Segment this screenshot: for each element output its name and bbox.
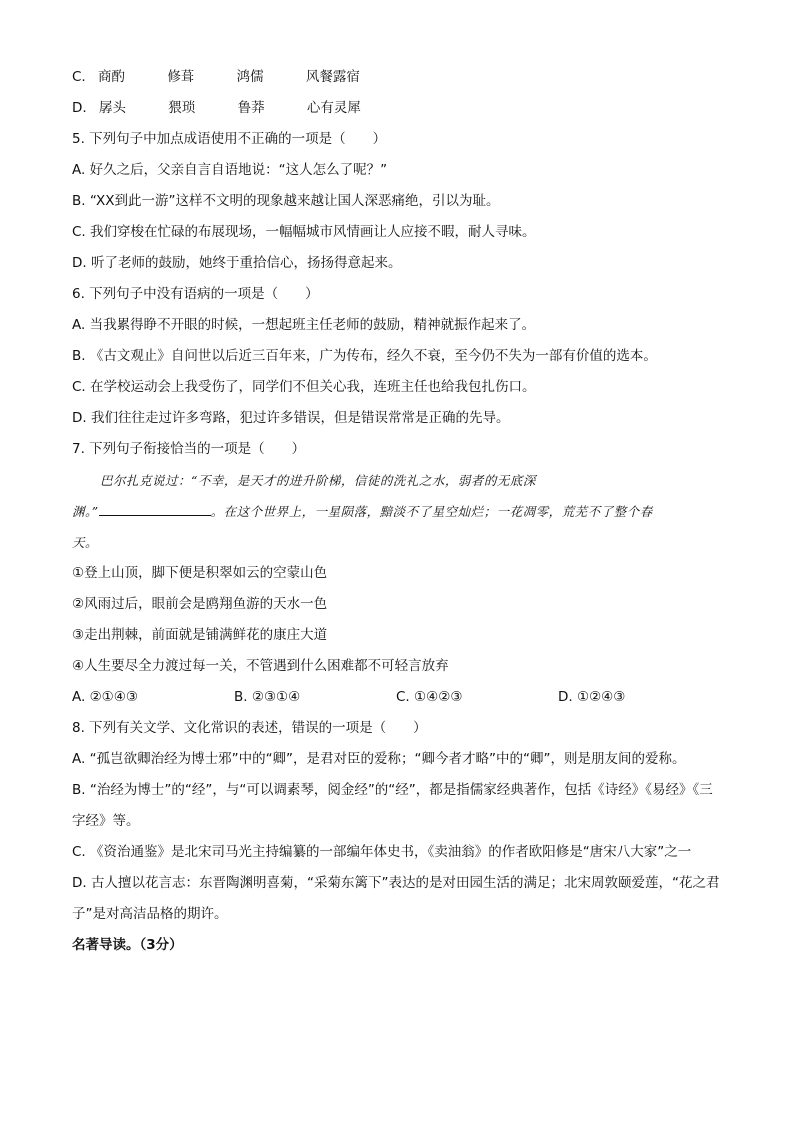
question-5-option-b: B. “XX到此一游”这样不文明的现象越来越让国人深恶痛绝，引以为耻。	[72, 193, 500, 209]
question-8-option-a: A. “孤岂欲卿治经为博士邪”中的“卿”，是君对臣的爱称；“卿今者才略”中的“卿”，则是朋友间的爱称。	[72, 751, 686, 767]
question-7-options	[72, 682, 722, 713]
quote-fragment: 。在这个世界上，一星陨落，黯淡不了星空灿烂；一花凋零，荒芜不了整个春	[210, 504, 653, 519]
question-7-sentence-1: ①登上山顶，脚下便是积翠如云的空蒙山色	[72, 565, 328, 581]
word: 鸿儒	[236, 69, 264, 85]
question-5-option-c: C. 我们穿梭在忙碌的布展现场，一幅幅城市风情画让人应接不暇，耐人寻味。	[72, 224, 536, 240]
word: 孱头	[98, 100, 126, 116]
question-7-quote-line-1: 巴尔扎克说过：“不幸，是天才的进升阶梯，信徒的洗礼之水，弱者的无底深	[100, 473, 536, 488]
question-6-option-b: B. 《古文观止》自问世以后近三百年来，广为传布，经久不衰，至今仍不失为一部有价值的选本。	[72, 348, 657, 364]
question-6-option-c: C. 在学校运动会上我受伤了，同学们不但关心我，连班主任也给我包扎伤口。	[72, 379, 536, 395]
question-6-option-d: D. 我们往往走过许多弯路，犯过许多错误，但是错误常常是正确的先导。	[72, 410, 510, 426]
question-5: 5. 下列句子中加点成语使用不正确的一项是（ ）	[72, 131, 387, 147]
question-8: 8. 下列有关文学、文化常识的表述，错误的一项是（ ）	[72, 720, 427, 736]
fill-in-blank	[99, 501, 211, 516]
question-8-option-b: B. “治经为博士”的“经”，与“可以调素琴，阅金经”的“经”，都是指儒家经典著作，包括《诗经》《易经》《三字经》等。	[72, 782, 713, 829]
question-5-option-d: D. 听了老师的鼓励，她终于重拾信心，扬扬得意起来。	[72, 255, 402, 271]
question-7-quote-line-2	[72, 496, 722, 527]
word: 猥琐	[168, 100, 196, 116]
option-c-row	[72, 62, 722, 93]
word: 鲁莽	[237, 100, 265, 116]
question-7-option-b: B. ②③①④	[234, 689, 301, 705]
word: 修葺	[167, 69, 195, 85]
question-7-option-d: D. ①②④③	[558, 689, 626, 705]
question-8-option-d: D. 古人擅以花言志：东晋陶渊明喜菊，“采菊东篱下”表达的是对田园生活的满足；北宋周敦颐爱莲，“花之君子”是对高洁品格的期许。	[72, 875, 720, 922]
option-label: C.	[72, 69, 86, 85]
option-d-row	[72, 93, 722, 124]
question-6: 6. 下列句子中没有语病的一项是（ ）	[72, 286, 319, 302]
question-5-option-a: A. 好久之后，父亲自言自语地说：“这人怎么了呢？”	[72, 162, 388, 178]
question-7-sentence-3: ③走出荆棘，前面就是铺满鲜花的康庄大道	[72, 627, 328, 643]
question-7-sentence-4: ④人生要尽全力渡过每一关，不管遇到什么困难都不可轻言放弃	[72, 658, 449, 674]
word: 商酌	[98, 69, 126, 85]
question-7: 7. 下列句子衔接恰当的一项是（ ）	[72, 441, 306, 457]
question-7-quote-line-3: 天。	[72, 535, 99, 550]
word: 心有灵犀	[306, 100, 361, 116]
question-8-option-c: C. 《资治通鉴》是北宋司马光主持编纂的一部编年体史书，《卖油翁》的作者欧阳修是“唐宋八大家”之一	[72, 844, 692, 860]
section-heading: 名著导读。（3分）	[72, 937, 183, 953]
option-label: D.	[72, 100, 87, 116]
question-7-option-c: C. ①④②③	[396, 689, 463, 705]
question-6-option-a: A. 当我累得睁不开眼的时候，一想起班主任老师的鼓励，精神就振作起来了。	[72, 317, 536, 333]
question-7-option-a: A. ②①④③	[72, 689, 138, 705]
quote-fragment: 渊。”	[72, 504, 99, 519]
word: 风餐露宿	[305, 69, 360, 85]
question-7-sentence-2: ②风雨过后，眼前会是鸥翔鱼游的天水一色	[72, 596, 328, 612]
